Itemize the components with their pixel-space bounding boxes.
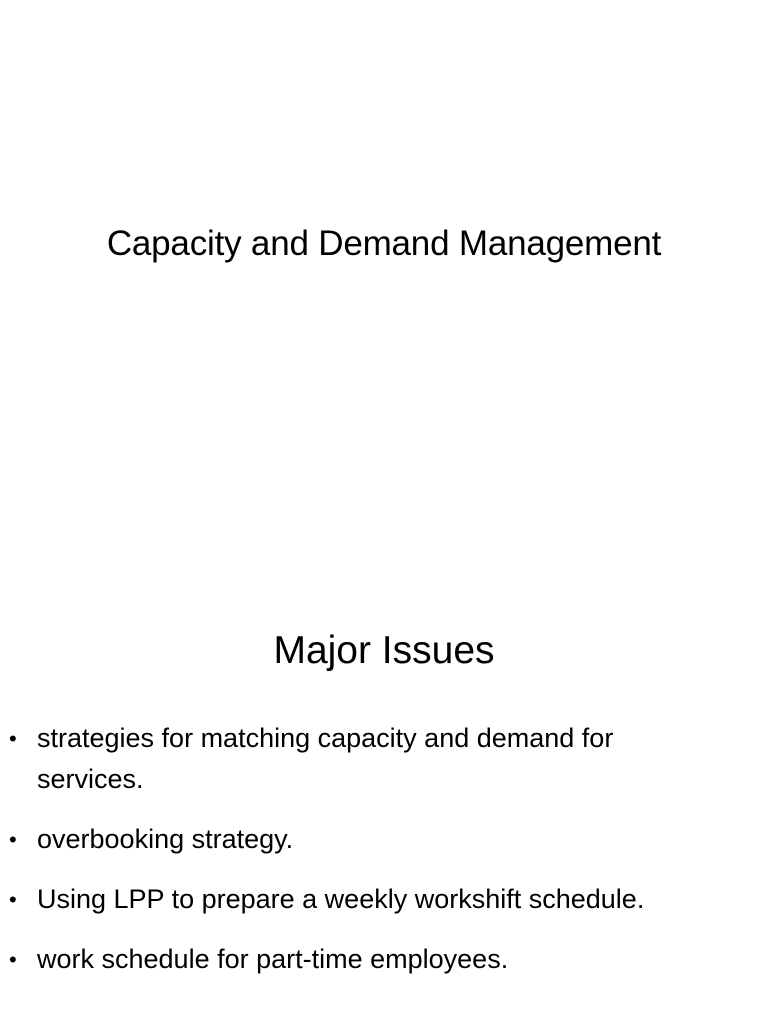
bullet-text: strategies for matching capacity and demand for services. <box>37 723 614 794</box>
bullet-text: Using LPP to prepare a weekly workshift schedule. <box>37 884 645 914</box>
section-title: Major Issues <box>273 629 495 672</box>
bullet-icon: • <box>9 827 17 852</box>
bullet-text: work schedule for part-time employees. <box>37 944 509 974</box>
bullet-icon: • <box>9 887 17 912</box>
bullet-text: overbooking strategy. <box>37 824 294 854</box>
bullet-icon: • <box>9 947 17 972</box>
bullet-item <box>0 819 768 860</box>
bullet-item <box>0 939 768 980</box>
bullet-item <box>0 879 768 920</box>
major-issues-slide <box>0 576 768 1024</box>
bullet-icon: • <box>9 726 17 751</box>
presentation-title: Capacity and Demand Management <box>106 224 662 263</box>
bullet-item <box>0 718 768 800</box>
issues-bullet-list <box>0 718 768 980</box>
